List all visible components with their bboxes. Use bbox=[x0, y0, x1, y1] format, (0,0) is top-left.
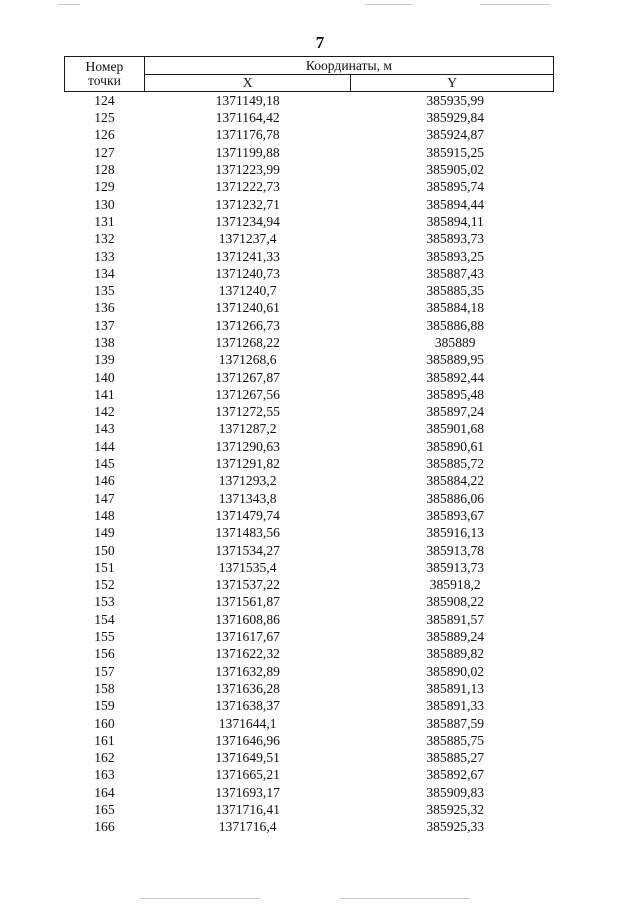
y-coordinate-cell: 385889,82 bbox=[426, 646, 485, 662]
table-row bbox=[65, 92, 554, 110]
table-row bbox=[65, 403, 554, 420]
point-number-cell: 150 bbox=[94, 542, 115, 558]
y-coordinate-cell: 385892,67 bbox=[426, 767, 485, 783]
y-coordinate-cell: 385884,18 bbox=[426, 300, 485, 316]
y-coordinate-cell: 385893,25 bbox=[426, 248, 485, 264]
table-row bbox=[65, 801, 554, 818]
x-coordinate-cell: 1371234,94 bbox=[215, 213, 280, 229]
table-row bbox=[65, 663, 554, 680]
point-number-cell: 124 bbox=[94, 92, 115, 108]
x-coordinate-cell: 1371293,2 bbox=[218, 473, 277, 489]
table-row bbox=[65, 628, 554, 645]
y-coordinate-cell: 385918,2 bbox=[429, 577, 481, 593]
point-number-cell: 164 bbox=[94, 784, 115, 800]
point-number-cell: 138 bbox=[94, 335, 115, 350]
table-row bbox=[65, 369, 554, 386]
x-coordinate-cell: 1371176,78 bbox=[215, 127, 280, 143]
table-row bbox=[65, 300, 554, 317]
point-number-cell: 141 bbox=[94, 386, 115, 402]
y-coordinate-cell: 385884,22 bbox=[426, 473, 485, 489]
scan-artifact bbox=[140, 898, 260, 899]
scan-artifact bbox=[58, 4, 80, 5]
point-number-cell: 127 bbox=[94, 144, 115, 160]
table-row bbox=[65, 144, 554, 161]
y-coordinate-cell: 385916,13 bbox=[426, 525, 485, 541]
x-coordinate-cell: 1371237,4 bbox=[218, 231, 277, 247]
table-row bbox=[65, 767, 554, 784]
point-number-cell: 137 bbox=[94, 317, 115, 333]
x-coordinate-cell: 1371266,73 bbox=[215, 317, 280, 333]
point-number-cell: 133 bbox=[94, 248, 115, 264]
scan-artifact bbox=[480, 4, 550, 5]
x-coordinate-cell: 1371622,32 bbox=[215, 646, 280, 662]
y-coordinate-cell: 385886,06 bbox=[426, 490, 485, 506]
point-number-cell: 140 bbox=[94, 369, 115, 385]
point-number-cell: 139 bbox=[94, 352, 115, 368]
table-row bbox=[65, 524, 554, 541]
point-number-cell: 152 bbox=[94, 577, 115, 593]
y-coordinate-cell: 385935,99 bbox=[426, 92, 485, 108]
y-coordinate-cell: 385929,84 bbox=[426, 110, 485, 126]
point-number-cell: 160 bbox=[94, 715, 115, 731]
y-coordinate-cell: 385895,48 bbox=[426, 386, 485, 402]
y-coordinate-cell: 385886,88 bbox=[426, 317, 485, 333]
table-row bbox=[65, 784, 554, 801]
x-column-header: X bbox=[144, 75, 351, 92]
y-coordinate-cell: 385925,32 bbox=[426, 802, 485, 818]
point-number-cell: 159 bbox=[94, 698, 115, 714]
table-row bbox=[65, 490, 554, 507]
table-row bbox=[65, 127, 554, 144]
y-coordinate-cell: 385889,95 bbox=[426, 352, 485, 368]
y-coordinate-cell: 385905,02 bbox=[426, 162, 485, 178]
point-number-cell: 144 bbox=[94, 438, 115, 454]
point-number-cell: 165 bbox=[94, 802, 115, 818]
table-body bbox=[65, 92, 554, 836]
point-number-cell: 125 bbox=[94, 110, 115, 126]
table-row bbox=[65, 230, 554, 247]
x-coordinate-cell: 1371268,22 bbox=[215, 335, 280, 350]
table-row bbox=[65, 109, 554, 126]
y-coordinate-cell: 385891,13 bbox=[426, 680, 485, 696]
y-column-header: Y bbox=[351, 75, 554, 92]
x-coordinate-cell: 1371222,73 bbox=[215, 179, 280, 195]
table-row bbox=[65, 576, 554, 593]
y-coordinate-cell: 385890,61 bbox=[426, 438, 485, 454]
y-coordinate-cell: 385885,72 bbox=[426, 456, 485, 472]
y-coordinate-cell: 385897,24 bbox=[426, 404, 485, 420]
x-coordinate-cell: 1371483,56 bbox=[215, 525, 280, 541]
point-number-cell: 166 bbox=[94, 819, 115, 835]
point-number-cell: 162 bbox=[94, 750, 115, 766]
point-number-cell: 161 bbox=[94, 732, 115, 748]
point-number-cell: 135 bbox=[94, 283, 115, 299]
x-coordinate-cell: 1371240,73 bbox=[215, 265, 280, 281]
table-row bbox=[65, 697, 554, 714]
point-number-cell: 157 bbox=[94, 663, 115, 679]
x-coordinate-cell: 1371638,37 bbox=[215, 698, 280, 714]
y-coordinate-cell: 385925,33 bbox=[426, 819, 485, 835]
x-coordinate-cell: 1371232,71 bbox=[215, 196, 280, 212]
table-row bbox=[65, 282, 554, 299]
x-coordinate-cell: 1371287,2 bbox=[218, 421, 277, 437]
y-coordinate-cell: 385890,02 bbox=[426, 663, 485, 679]
x-coordinate-cell: 1371240,7 bbox=[218, 283, 277, 299]
x-coordinate-cell: 1371199,88 bbox=[215, 144, 280, 160]
point-number-header-line1: Номер bbox=[85, 59, 124, 75]
x-coordinate-cell: 1371636,28 bbox=[215, 680, 280, 696]
scan-artifact bbox=[365, 4, 413, 5]
point-number-cell: 148 bbox=[94, 507, 115, 523]
x-coordinate-cell: 1371223,99 bbox=[215, 162, 280, 178]
table-row bbox=[65, 455, 554, 472]
y-coordinate-cell: 385915,25 bbox=[426, 144, 485, 160]
table-row bbox=[65, 559, 554, 576]
y-coordinate-cell: 385891,57 bbox=[426, 611, 485, 627]
table-row bbox=[65, 334, 554, 351]
y-coordinate-cell: 385885,75 bbox=[426, 732, 485, 748]
x-coordinate-cell: 1371268,6 bbox=[218, 352, 277, 368]
table-row bbox=[65, 196, 554, 213]
x-coordinate-cell: 1371537,22 bbox=[215, 577, 280, 593]
x-coordinate-cell: 1371241,33 bbox=[215, 248, 280, 264]
point-number-cell: 154 bbox=[94, 611, 115, 627]
table-row bbox=[65, 438, 554, 455]
x-coordinate-cell: 1371646,96 bbox=[215, 732, 280, 748]
table-row bbox=[65, 317, 554, 334]
table-row bbox=[65, 248, 554, 265]
point-number-cell: 129 bbox=[94, 179, 115, 195]
table-row bbox=[65, 351, 554, 368]
point-number-cell: 156 bbox=[94, 646, 115, 662]
x-coordinate-cell: 1371632,89 bbox=[215, 663, 280, 679]
point-number-cell: 126 bbox=[94, 127, 115, 143]
y-coordinate-cell: 385889,24 bbox=[426, 629, 485, 645]
y-coordinate-cell: 385887,43 bbox=[426, 265, 485, 281]
x-coordinate-cell: 1371240,61 bbox=[215, 300, 280, 316]
y-coordinate-cell: 385908,22 bbox=[426, 594, 485, 610]
x-coordinate-cell: 1371617,67 bbox=[215, 629, 280, 645]
table-header bbox=[65, 57, 554, 92]
x-coordinate-cell: 1371343,8 bbox=[218, 490, 277, 506]
y-coordinate-cell: 385924,87 bbox=[426, 127, 485, 143]
x-coordinate-cell: 1371291,82 bbox=[215, 456, 280, 472]
table-row bbox=[65, 818, 554, 835]
x-coordinate-cell: 1371649,51 bbox=[215, 750, 280, 766]
table-row bbox=[65, 265, 554, 282]
coordinates-table bbox=[64, 56, 554, 836]
point-number-header-line2: точки bbox=[87, 73, 121, 88]
x-coordinate-cell: 1371535,4 bbox=[218, 559, 277, 575]
point-number-cell: 163 bbox=[94, 767, 115, 783]
y-coordinate-cell: 385901,68 bbox=[426, 421, 485, 437]
point-number-cell: 134 bbox=[94, 265, 115, 281]
point-number-cell: 132 bbox=[94, 231, 115, 247]
point-number-cell: 131 bbox=[94, 213, 115, 229]
point-number-header bbox=[65, 57, 145, 92]
table-row bbox=[65, 213, 554, 230]
scan-artifact bbox=[340, 898, 470, 899]
table-row bbox=[65, 473, 554, 490]
x-coordinate-cell: 1371608,86 bbox=[215, 611, 280, 627]
x-coordinate-cell: 1371290,63 bbox=[215, 438, 280, 454]
y-coordinate-cell: 385885,35 bbox=[426, 283, 485, 299]
point-number-cell: 128 bbox=[94, 162, 115, 178]
x-coordinate-cell: 1371164,42 bbox=[215, 110, 280, 126]
y-coordinate-cell: 385913,78 bbox=[426, 542, 485, 558]
point-number-cell: 130 bbox=[94, 196, 115, 212]
y-coordinate-cell: 385885,27 bbox=[426, 750, 485, 766]
y-coordinate-cell: 385893,67 bbox=[426, 507, 485, 523]
table-row bbox=[65, 646, 554, 663]
point-number-cell: 146 bbox=[94, 473, 115, 489]
table-row bbox=[65, 594, 554, 611]
point-number-cell: 145 bbox=[94, 456, 115, 472]
table-row bbox=[65, 732, 554, 749]
point-number-cell: 151 bbox=[94, 559, 115, 575]
table-row bbox=[65, 421, 554, 438]
y-coordinate-cell: 385909,83 bbox=[426, 784, 485, 800]
x-coordinate-cell: 1371665,21 bbox=[215, 767, 280, 783]
x-coordinate-cell: 1371149,18 bbox=[215, 92, 280, 108]
point-number-cell: 147 bbox=[94, 490, 115, 506]
table-row bbox=[65, 680, 554, 697]
y-coordinate-cell: 385892,44 bbox=[426, 369, 485, 385]
y-coordinate-cell: 385891,33 bbox=[426, 698, 485, 714]
y-coordinate-cell: 385893,73 bbox=[426, 231, 485, 247]
x-coordinate-cell: 1371479,74 bbox=[215, 507, 280, 523]
point-number-cell: 143 bbox=[94, 421, 115, 437]
coordinates-header: Координаты, м bbox=[144, 57, 553, 75]
page-number: 7 bbox=[315, 33, 325, 52]
y-coordinate-cell: 385894,11 bbox=[426, 213, 484, 229]
y-coordinate-cell: 385887,59 bbox=[426, 715, 485, 731]
table-row bbox=[65, 611, 554, 628]
x-coordinate-cell: 1371534,27 bbox=[215, 542, 280, 558]
point-number-cell: 155 bbox=[94, 629, 115, 645]
y-coordinate-cell: 385889 bbox=[434, 335, 476, 350]
x-coordinate-cell: 1371693,17 bbox=[215, 784, 280, 800]
point-number-cell: 149 bbox=[94, 525, 115, 541]
point-number-cell: 142 bbox=[94, 404, 115, 420]
y-coordinate-cell: 385894,44 bbox=[426, 196, 485, 212]
x-coordinate-cell: 1371267,87 bbox=[215, 369, 280, 385]
x-coordinate-cell: 1371716,41 bbox=[215, 802, 280, 818]
point-number-cell: 153 bbox=[94, 594, 115, 610]
x-coordinate-cell: 1371716,4 bbox=[218, 819, 277, 835]
point-number-cell: 136 bbox=[94, 300, 115, 316]
table-row bbox=[65, 386, 554, 403]
table-row bbox=[65, 715, 554, 732]
point-number-cell: 158 bbox=[94, 680, 115, 696]
table-row bbox=[65, 542, 554, 559]
x-coordinate-cell: 1371561,87 bbox=[215, 594, 280, 610]
y-coordinate-cell: 385895,74 bbox=[426, 179, 485, 195]
table-row bbox=[65, 178, 554, 195]
x-coordinate-cell: 1371267,56 bbox=[215, 386, 280, 402]
x-coordinate-cell: 1371272,55 bbox=[215, 404, 280, 420]
x-coordinate-cell: 1371644,1 bbox=[218, 715, 277, 731]
table-row bbox=[65, 749, 554, 766]
table-row bbox=[65, 161, 554, 178]
table-row bbox=[65, 507, 554, 524]
y-coordinate-cell: 385913,73 bbox=[426, 559, 485, 575]
